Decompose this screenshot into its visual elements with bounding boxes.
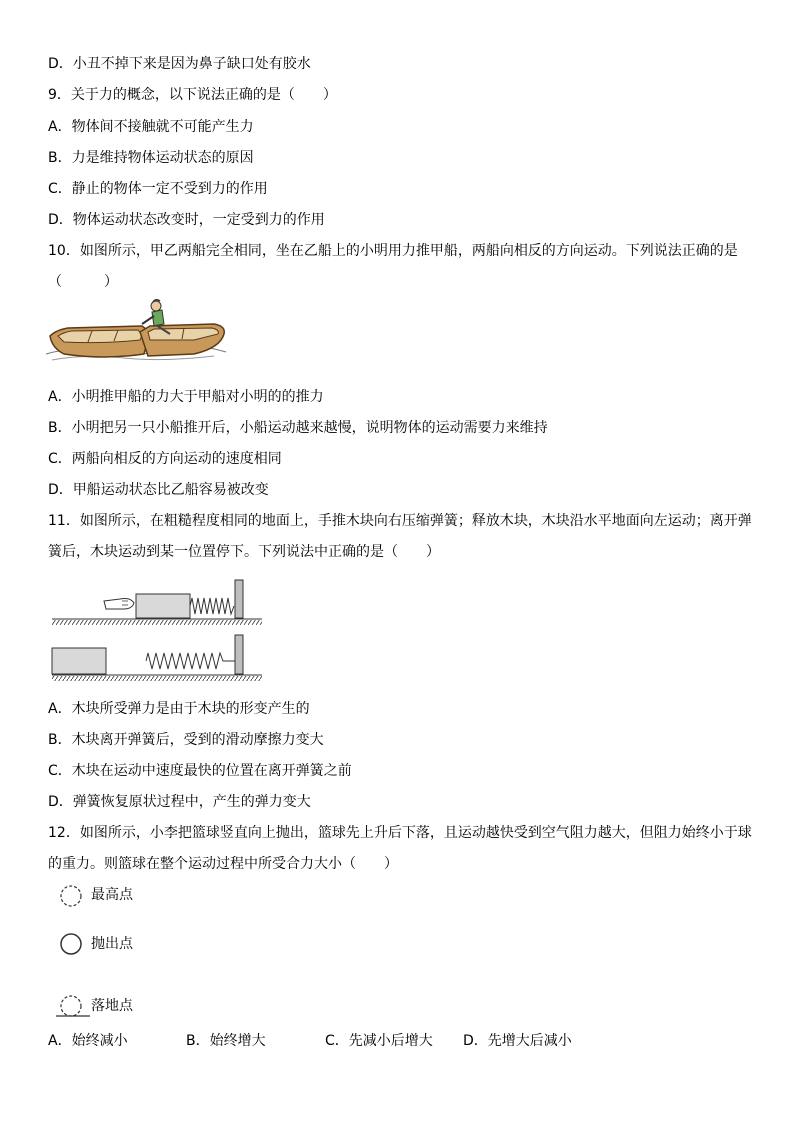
q12-stem-line2: 的重力。则篮球在整个运动过程中所受合力大小（ ） [48, 856, 398, 872]
q11-option-b: B．木块离开弹簧后，受到的滑动摩擦力变大 [48, 732, 324, 748]
q11-option-d: D．弹簧恢复原状过程中，产生的弹力变大 [48, 794, 311, 810]
q10-option-a: A．小明推甲船的力大于甲船对小明的的推力 [48, 389, 324, 405]
q10-option-d: D．甲船运动状态比乙船容易被改变 [48, 482, 269, 498]
landing-point-ball-icon [61, 996, 81, 1016]
q12-option-d: D．先增大后减小 [463, 1033, 572, 1049]
q9-option-d: D．物体运动状态改变时，一定受到力的作用 [48, 212, 325, 228]
label-throw-point: 抛出点 [91, 936, 133, 952]
q9-option-b: B．力是维持物体运动状态的原因 [48, 150, 254, 166]
q9-option-c: C．静止的物体一定不受到力的作用 [48, 181, 268, 197]
q11-stem-line1: 11．如图所示，在粗糙程度相同的地面上，手推木块向右压缩弹簧；释放木块，木块沿水平地面向左运动；离开弹 [48, 513, 752, 529]
q9-option-a: A．物体间不接触就不可能产生力 [48, 119, 254, 135]
q11-stem-line2: 簧后，木块运动到某一位置停下。下列说法中正确的是（ ） [48, 544, 440, 560]
q11-option-c: C．木块在运动中速度最快的位置在离开弹簧之前 [48, 763, 352, 779]
q10-stem-line2: （ ） [48, 274, 118, 290]
spring-block-figure [48, 577, 268, 681]
q9-stem: 9．关于力的概念，以下说法正确的是（ ） [48, 87, 337, 103]
q10-option-b: B．小明把另一只小船推开后，小船运动越来越慢，说明物体的运动需要力来维持 [48, 420, 548, 436]
q12-option-a: A．始终减小 [48, 1033, 128, 1049]
q12-option-b: B．始终增大 [186, 1033, 266, 1049]
hand-icon [104, 599, 134, 610]
q12-stem-line1: 12．如图所示，小李把篮球竖直向上抛出，篮球先上升后下落，且运动越快受到空气阻力越大，但阻力始终小于球 [48, 825, 752, 841]
label-landing-point: 落地点 [91, 998, 133, 1014]
q11-option-a: A．木块所受弹力是由于木块的形变产生的 [48, 701, 310, 717]
basketball-figure [56, 882, 92, 1022]
label-highest-point: 最高点 [91, 887, 133, 903]
boats-figure [44, 294, 228, 368]
q10-option-c: C．两船向相反的方向运动的速度相同 [48, 451, 282, 467]
throw-point-ball-icon [61, 934, 81, 954]
highest-point-ball-icon [61, 886, 81, 906]
q8-option-d: D．小丑不掉下来是因为鼻子缺口处有胶水 [48, 56, 311, 72]
q12-option-c: C．先减小后增大 [325, 1033, 433, 1049]
q10-stem-line1: 10．如图所示，甲乙两船完全相同，坐在乙船上的小明用力推甲船，两船向相反的方向运动。下列说法正确的是 [48, 243, 738, 259]
